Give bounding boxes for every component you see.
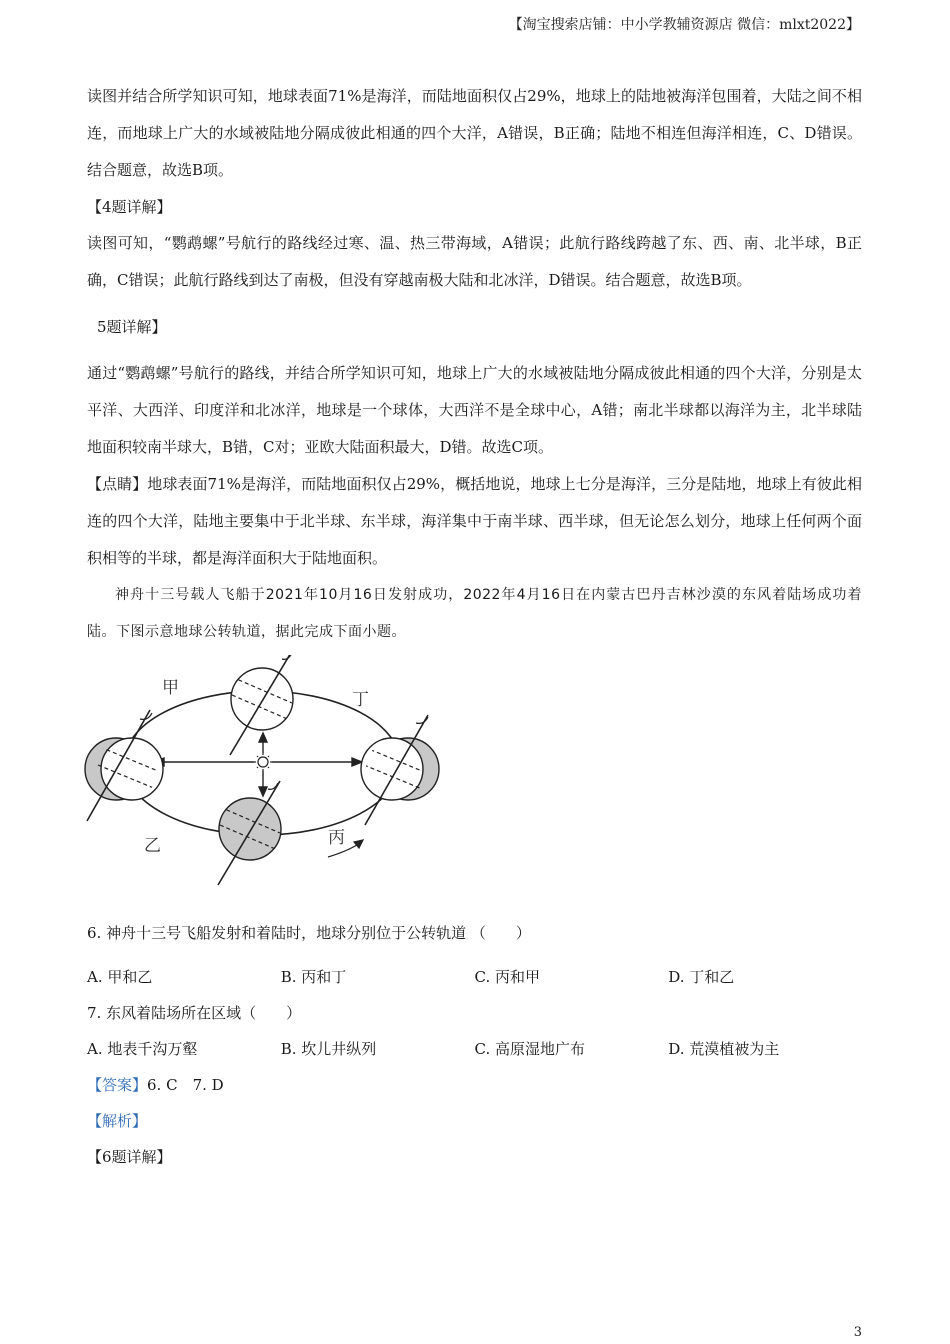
earth-right: [361, 715, 439, 825]
answer-text: 6. C 7. D: [147, 1076, 224, 1094]
paragraph-answer-3: 读图并结合所学知识可知，地球表面71%是海洋，而陆地面积仅占29%，地球上的陆地被海洋包围着，大陆之间不相连，而地球上广大的水域被陆地分隔成彼此相通的四个大洋，A错误，B正确；陆地不相连但海洋相连，C、D错误。结合题意，故选B项。: [87, 87, 862, 179]
paragraph-answer-4: 读图可知，“鹦鹉螺”号航行的路线经过寒、温、热三带海域，A错误；此航行路线跨越了东、西、南、北半球，B正确，C错误；此航行路线到达了南极，但没有穿越南极大陆和北冰洋，D错误。结合题意，故选B项。: [87, 234, 862, 289]
question-6-stem: 6. 神舟十三号飞船发射和着陆时，地球分别位于公转轨道 （ ）: [87, 924, 531, 942]
label-jia: 甲: [162, 678, 179, 698]
question-6-options: [87, 959, 862, 995]
q6-option-a: A. 甲和乙: [87, 968, 153, 986]
question-7-stem: 7. 东风着陆场所在区域（ ）: [87, 1004, 302, 1022]
page-content: [87, 78, 862, 1175]
question-7-options: [87, 1031, 862, 1067]
dianjing-text: 地球表面71%是海洋，而陆地面积仅占29%，概括地说，地球上七分是海洋，三分是陆地，地球上有彼此相连的四个大洋，陆地主要集中于北半球、东半球，海洋集中于南半球、西半球，但无论怎么划分，地球上任何两个面积相等的半球，都是海洋面积大于陆地面积。: [87, 475, 862, 567]
label-bing: 丙: [328, 828, 345, 848]
sun-icon: [254, 753, 272, 771]
label-q6-detail: 【6题详解】: [87, 1148, 172, 1166]
paragraph-answer-5: 通过“鹦鹉螺”号航行的路线，并结合所学知识可知，地球上广大的水域被陆地分隔成彼此相通的四个大洋，分别是太平洋、大西洋、印度洋和北冰洋，地球是一个球体，大西洋不是全球中心，A错；南北半球都以海洋为主，北半球陆地面积较南半球大，B错，C对；亚欧大陆面积最大，D错。故选C项。: [87, 364, 862, 456]
page-number: 3: [853, 1325, 862, 1340]
earth-left: [85, 710, 163, 821]
page-header: 【淘宝搜索店铺：中小学教辅资源店 微信：mlxt2022】: [508, 17, 860, 33]
dianjing-label: 【点睛】: [87, 475, 148, 493]
orbit-figure: [82, 655, 862, 895]
label-q5-detail: 5题详解】: [97, 318, 167, 336]
q7-option-c: C. 高原湿地广布: [474, 1040, 585, 1058]
paragraph-dianjing: [87, 466, 862, 577]
q7-option-b: B. 坎儿井纵列: [280, 1040, 377, 1058]
q7-option-a: A. 地表千沟万壑: [87, 1040, 198, 1058]
answer-line: [87, 1067, 862, 1103]
q6-option-d: D. 丁和乙: [668, 968, 735, 986]
q7-option-d: D. 荒漠植被为主: [668, 1040, 780, 1058]
earth-bottom: [218, 781, 281, 885]
paragraph-intro: 神舟十三号载人飞船于2021年10月16日发射成功，2022年4月16日在内蒙古巴丹吉林沙漠的东风着陆场成功着陆。下图示意地球公转轨道，据此完成下面小题。: [87, 587, 862, 640]
answer-label: 【答案】: [87, 1076, 148, 1094]
label-q4-detail: 【4题详解】: [87, 198, 172, 216]
analysis-label: 【解析】: [87, 1112, 148, 1130]
label-yi: 乙: [144, 836, 161, 856]
label-ding: 丁: [352, 690, 369, 710]
q6-option-b: B. 丙和丁: [280, 968, 347, 986]
q6-option-c: C. 丙和甲: [474, 968, 540, 986]
orbit-diagram: [82, 655, 442, 895]
